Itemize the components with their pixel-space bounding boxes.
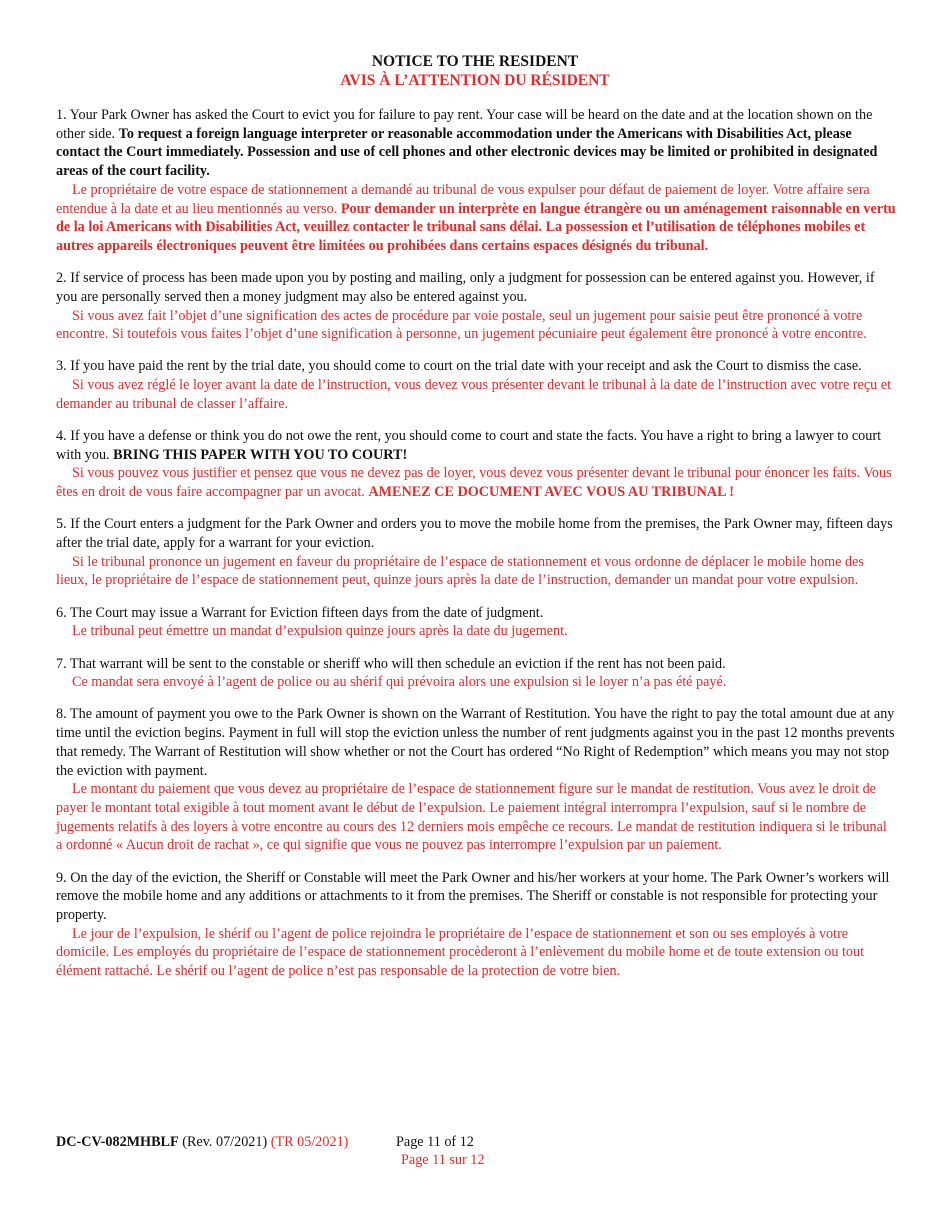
body-text: 2. If service of process has been made upon you by posting and mailing, only a judgment for possession can be entered against you. However, if you are personally served then a money judgment may also be entered against you. bbox=[56, 270, 875, 305]
notice-title-fr: AVIS À L’ATTENTION DU RÉSIDENT bbox=[340, 72, 610, 89]
notice-text-fr bbox=[56, 376, 896, 413]
notice-text-fr bbox=[56, 464, 896, 501]
notice-header bbox=[0, 52, 950, 90]
notice-text-fr bbox=[56, 307, 896, 344]
body-text: Le propriétaire de votre espace de stationnement a demandé au tribunal de vous expulser pour défaut de paiement de loyer. Votre affaire sera entendue à la date et au lieu mentionnés au verso. bbox=[56, 181, 870, 217]
form-id bbox=[56, 1133, 396, 1151]
notice-text-en bbox=[56, 705, 896, 780]
notice-text-fr bbox=[56, 780, 896, 855]
body-text: Le tribunal peut émettre un mandat d’expulsion quinze jours après la date du jugement. bbox=[72, 623, 568, 640]
bold-text: BRING THIS PAPER WITH YOU TO COURT! bbox=[113, 446, 408, 463]
notice-item bbox=[56, 357, 896, 413]
notice-item bbox=[56, 515, 896, 590]
body-text: 5. If the Court enters a judgment for the Park Owner and orders you to move the mobile home from the premises, the Park Owner may, fifteen days after the trial date, apply for a warrant for your eviction. bbox=[56, 516, 893, 552]
notice-text-fr bbox=[56, 622, 896, 641]
body-text: 1. Your Park Owner has asked the Court to evict you for failure to pay rent. Your case will be heard on the date and at the location shown on the other side. bbox=[56, 107, 873, 142]
form-number: DC-CV-082MHBLF bbox=[56, 1134, 179, 1150]
notice-text-en bbox=[56, 655, 896, 674]
notice-title-en: NOTICE TO THE RESIDENT bbox=[371, 53, 579, 70]
translation-revision: (TR 05/2021) bbox=[270, 1134, 349, 1150]
body-text: Si vous pouvez vous justifier et pensez que vous ne devez pas de loyer, vous devez vous présenter devant le tribunal pour énoncer les faits. Vous êtes en droit de vous faire accompagner par un avocat. bbox=[56, 465, 892, 501]
body-text: Le jour de l’expulsion, le shérif ou l’agent de police rejoindra le propriétaire de l’espace de stationnement et son ou ses employés à votre domicile. Les employés du propriétaire de l’espace de stationnement procèderont à l’enlèvement du mobile home et de toute extension ou tout élément rattaché. Le shérif ou l’agent de police n’est pas responsable de la protection de votre bien. bbox=[56, 925, 865, 980]
notice-text-en bbox=[56, 427, 896, 464]
notice-item bbox=[56, 269, 896, 344]
notice-item bbox=[56, 655, 896, 692]
notice-text-en bbox=[56, 515, 896, 552]
notice-text-en bbox=[56, 604, 896, 623]
page-number-fr: Page 11 sur 12 bbox=[401, 1152, 485, 1168]
bold-text: Pour demander un interprète en langue étrangère ou un aménagement raisonnable en vertu de la loi Americans with Disabilities Act, veuillez contacter le tribunal sans délai. La possession et l’utilisation de téléphones mobiles et autres appareils électroniques peuvent être limitées ou prohibées dans certains espaces désignés du tribunal. bbox=[56, 200, 896, 254]
body-text: 4. If you have a defense or think you do not owe the rent, you should come to court and state the facts. You have a right to bring a lawyer to court with you. bbox=[56, 428, 882, 463]
body-text: 7. That warrant will be sent to the constable or sheriff who will then schedule an eviction if the rent has not been paid. bbox=[56, 655, 726, 672]
body-text: Ce mandat sera envoyé à l’agent de police ou au shérif qui prévoira alors une expulsion si le loyer n’a pas été payé. bbox=[72, 674, 727, 691]
page-number-en: Page 11 of 12 bbox=[396, 1134, 474, 1150]
notice-text-en bbox=[56, 106, 896, 181]
notice-item bbox=[56, 427, 896, 502]
form-revision: (Rev. 07/2021) bbox=[178, 1134, 271, 1150]
notice-item bbox=[56, 604, 896, 641]
body-text: 9. On the day of the eviction, the Sheriff or Constable will meet the Park Owner and his/her workers at your home. The Park Owner’s workers will remove the mobile home and any additions or attachments to it from the premises. The Sheriff or constable is not responsible for protecting your property. bbox=[56, 869, 890, 924]
notice-text-en bbox=[56, 357, 896, 376]
body-text: 8. The amount of payment you owe to the Park Owner is shown on the Warrant of Restitution. You have the right to pay the total amount due at any time until the eviction begins. Payment in full will stop the eviction unless the number of rent judgments against you in the past 12 months prevents that remedy. The Warrant of Restitution will show whether or not the Court has ordered “No Right of Redemption” which means you may not stop the eviction with payment. bbox=[56, 706, 895, 779]
page-footer bbox=[56, 1133, 656, 1169]
body-text: 3. If you have paid the rent by the trial date, you should come to court on the trial date with your receipt and ask the Court to dismiss the case. bbox=[56, 358, 862, 375]
notice-text-fr bbox=[56, 673, 896, 692]
bold-text: To request a foreign language interpreter or reasonable accommodation under the Americans with Disabilities Act, please contact the Court immediately. Possession and use of cell phones and other electronic devices may be limited or prohibited in designated areas of the court facility. bbox=[56, 125, 878, 180]
bold-text: AMENEZ CE DOCUMENT AVEC VOUS AU TRIBUNAL ! bbox=[368, 484, 735, 501]
body-text: Si le tribunal prononce un jugement en faveur du propriétaire de l’espace de stationnement et vous ordonne de déplacer le mobile home des lieux, le propriétaire de l’espace de stationnement peut, quinze jours après la date de l’instruction, demander un mandat pour votre expulsion. bbox=[56, 553, 864, 589]
body-text: Si vous avez réglé le loyer avant la date de l’instruction, vous devez vous présenter devant le tribunal à la date de l’instruction avec votre reçu et demander au tribunal de classer l’affaire. bbox=[56, 377, 892, 412]
notice-item bbox=[56, 106, 896, 256]
body-text: 6. The Court may issue a Warrant for Eviction fifteen days from the date of judgment. bbox=[56, 604, 544, 621]
notice-items bbox=[56, 106, 896, 994]
notice-text-fr bbox=[56, 553, 896, 590]
notice-text-fr bbox=[56, 181, 896, 256]
notice-text-fr bbox=[56, 925, 896, 981]
notice-text-en bbox=[56, 269, 896, 306]
body-text: Si vous avez fait l’objet d’une signification des actes de procédure par voie postale, seul un jugement pour saisie peut être prononcé à votre encontre. Si toutefois vous faites l’objet d’une signification à personne, un jugement pécuniaire peut également être prononcé à votre encontre. bbox=[56, 307, 867, 343]
notice-item bbox=[56, 869, 896, 981]
body-text: Le montant du paiement que vous devez au propriétaire de l’espace de stationnement figure sur le mandat de restitution. Vous avez le droit de payer le montant total exigible à tout moment avant le début de l’expulsion. Le paiement intégral interrompra l’expulsion, sauf si le nombre de jugements relatifs à des loyers à votre encontre au cours des 12 derniers mois empêche ce recours. Le mandat de restitution indiquera si le tribunal a ordonné « Aucun droit de rachat », ce qui signifie que vous ne pouvez pas interrompre l’expulsion par un paiement. bbox=[56, 781, 887, 854]
notice-item bbox=[56, 705, 896, 855]
notice-text-en bbox=[56, 869, 896, 925]
